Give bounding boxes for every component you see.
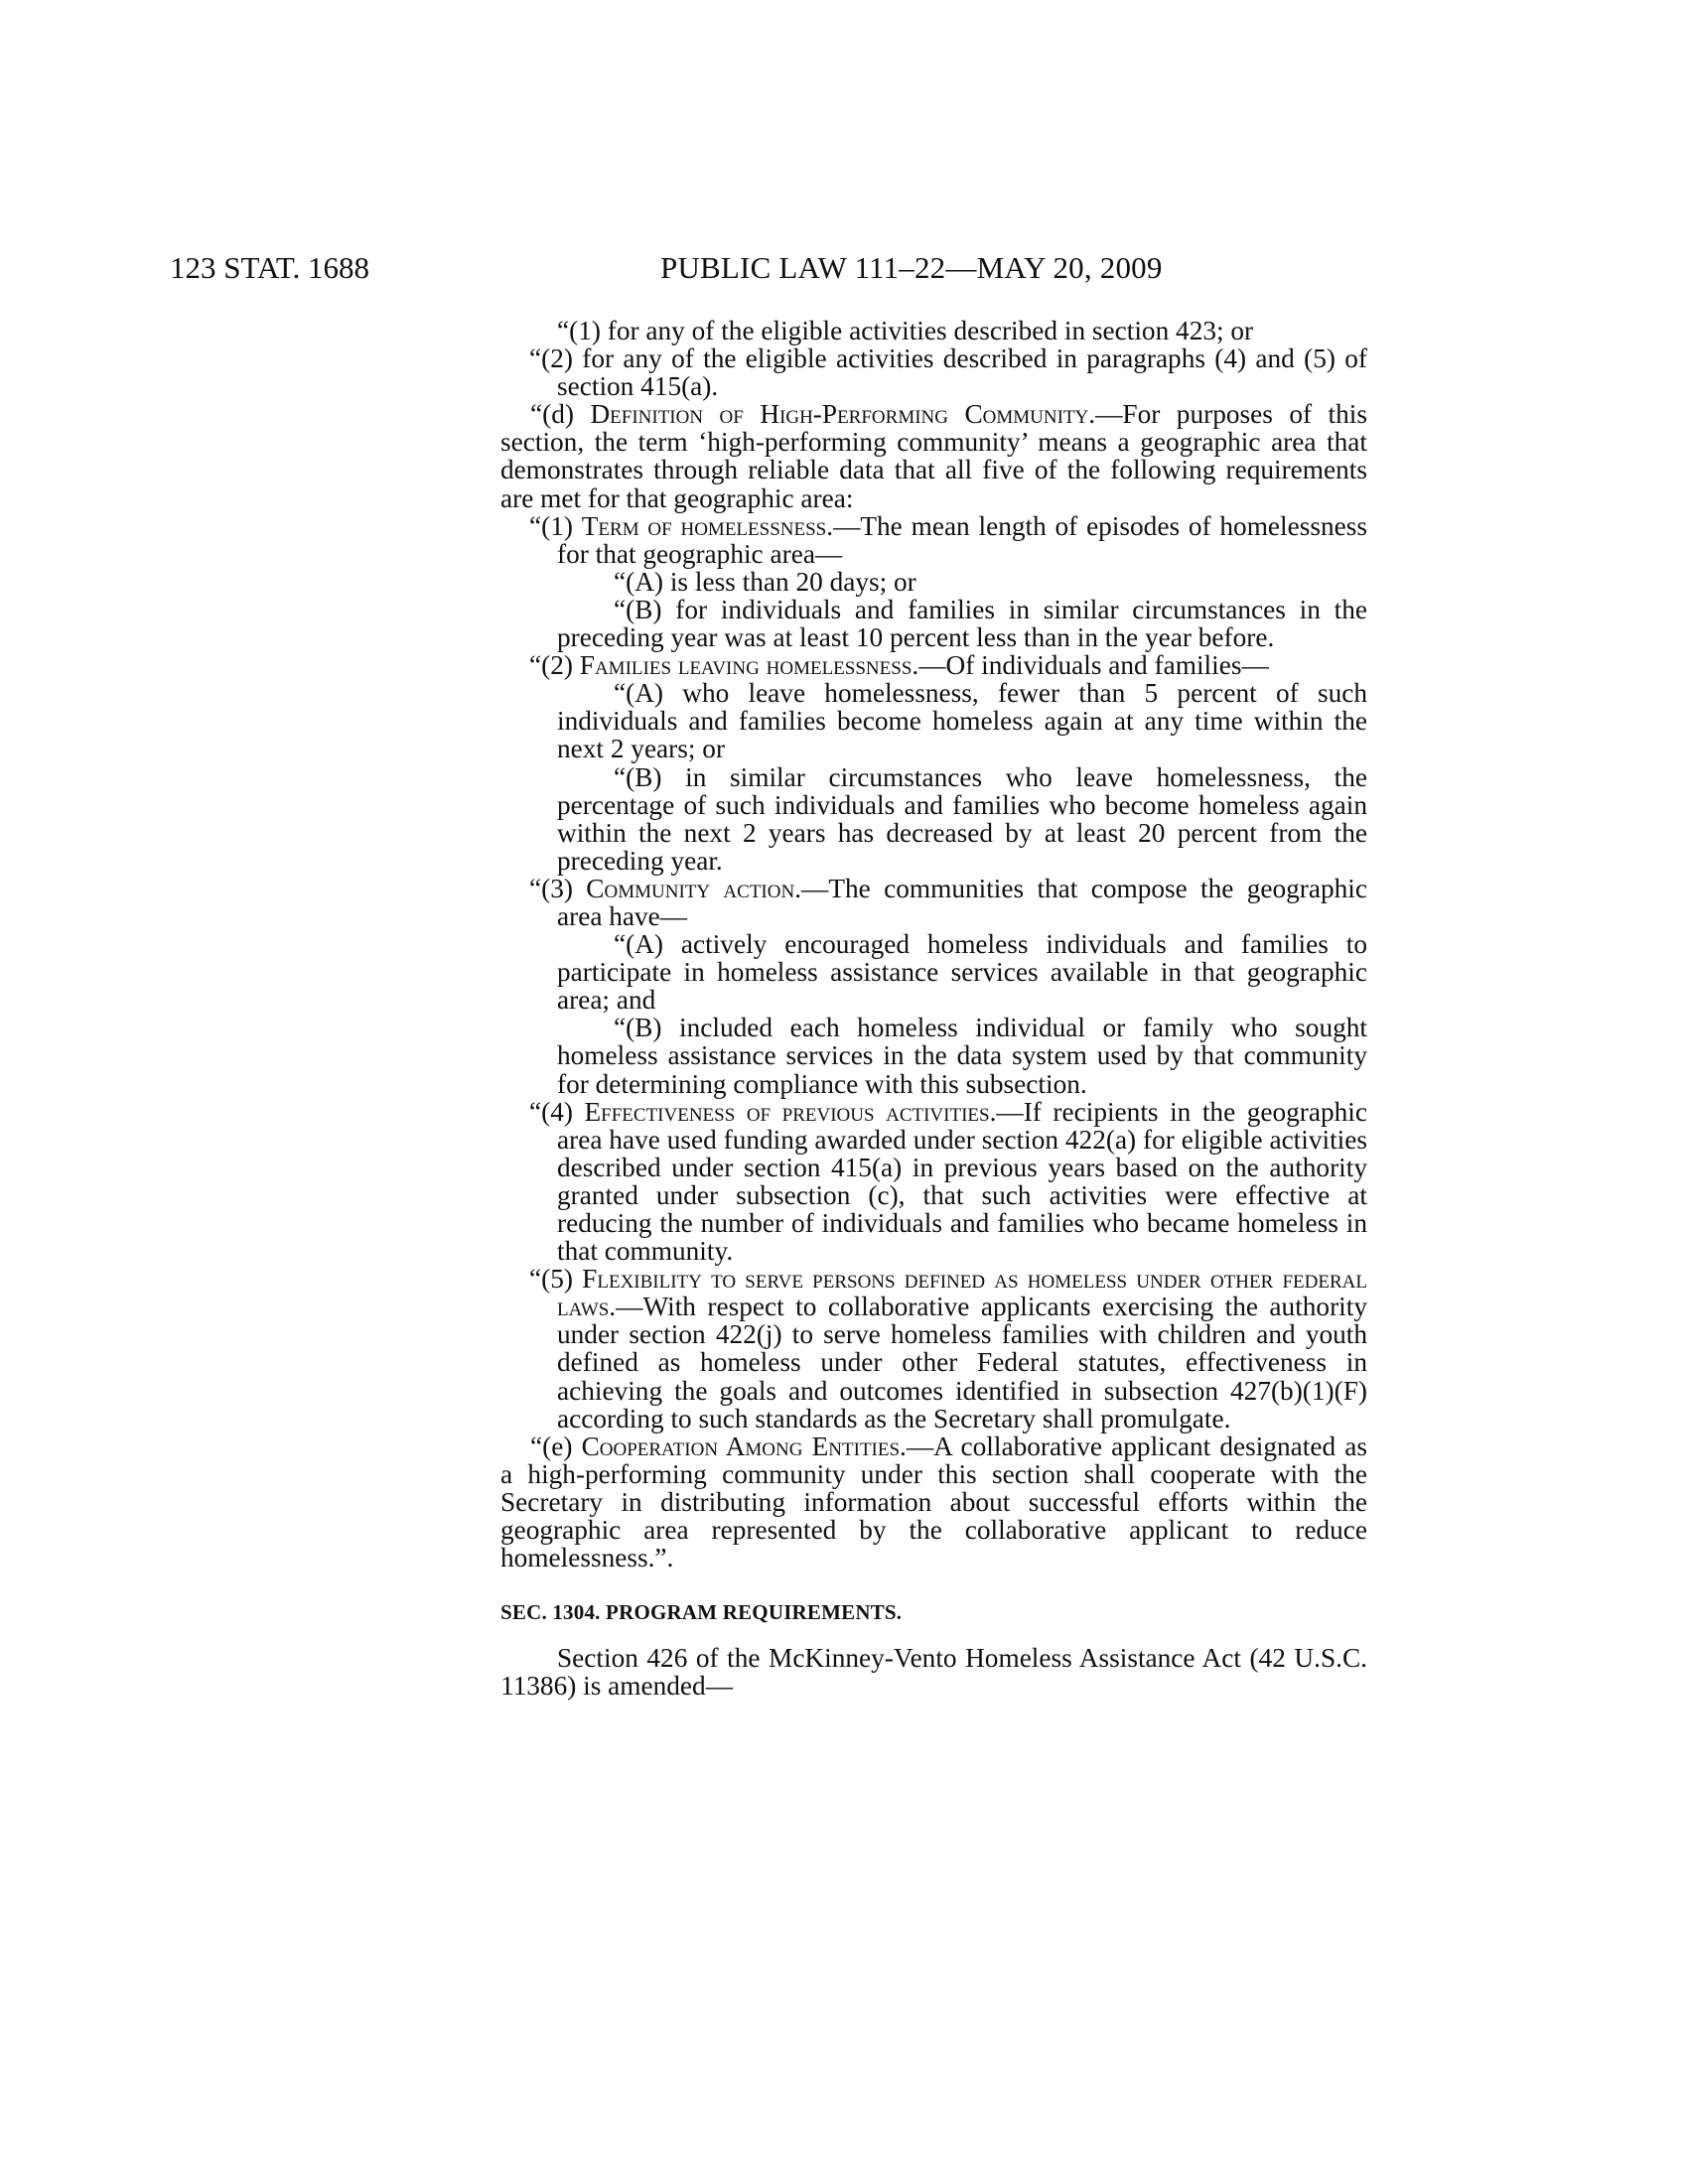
paragraph-d-3-text: —The communities that compose the geographic area have—: [557, 873, 1368, 931]
subparagraph-d-3-b: “(B) included each homeless individual or family who sought homeless assistance services in the data system used by that community for determining compliance with this subsection.: [557, 1013, 1367, 1099]
subsection-e-prefix: “(e): [530, 1431, 582, 1461]
section-1304-text: Section 426 of the McKinney-Vento Homeless Assistance Act (42 U.S.C. 11386) is amended—: [500, 1643, 1367, 1702]
subsection-e-heading: Cooperation Among Entities.: [581, 1431, 907, 1461]
paragraph-d-4-prefix: “(4): [529, 1096, 585, 1127]
statute-body: [500, 317, 1367, 1700]
paragraph-d-4: [500, 1098, 1367, 1266]
paragraph-d-1: [500, 512, 1367, 568]
subsection-d-prefix: “(d): [530, 399, 591, 430]
subsection-c-paragraph-2: “(2) for any of the eligible activities described in paragraphs (4) and (5) of section 415(a).: [529, 343, 1367, 402]
paragraph-d-1-heading: Term of homelessness.: [581, 510, 834, 541]
paragraph-d-5-text: —With respect to collaborative applicants exercising the authority under section 422(j) to serve homeless families with children and youth defined as homeless under other Federal statutes, effectiveness in achieving the goals and outcomes identified in subsection 427(b)(1)(F) according to such standards as the Secretary shall promulgate.: [557, 1292, 1367, 1433]
page-header: [0, 248, 1688, 288]
subsection-e: [500, 1433, 1367, 1571]
paragraph-d-3-heading: Community action.: [586, 873, 802, 903]
paragraph-d-3: [500, 875, 1367, 930]
paragraph-d-4-heading: Effectiveness of previous activities.: [584, 1096, 997, 1127]
subsection-e-text: —A collaborative applicant designated as a high-performing community under this section shall cooperate with the Secretary in distributing information about successful efforts within the geographic area represented by the collaborative applicant to reduce homelessness.”.: [500, 1431, 1367, 1573]
paragraph-d-5-heading: Flexibility to serve persons defined as homeless under other federal laws.: [557, 1264, 1367, 1322]
subparagraph-d-3-a: “(A) actively encouraged homeless individuals and families to participate in homeless assistance services available in that geographic area; and: [557, 929, 1367, 1016]
paragraph-d-2-heading: Families leaving homelessness.: [579, 650, 919, 681]
subparagraph-d-1-a: “(A) is less than 20 days; or: [614, 566, 916, 597]
subparagraph-d-2-a: “(A) who leave homelessness, fewer than 5 percent of such individuals and families become homeless again at any time within the next 2 years; or: [557, 678, 1367, 764]
paragraph-d-1-prefix: “(1): [529, 510, 582, 541]
subsection-d: [500, 400, 1367, 511]
paragraph-d-2-text: —Of individuals and families—: [918, 650, 1269, 681]
stat-reference: 123 STAT. 1688: [170, 250, 370, 285]
subsection-c-paragraph-1: “(1) for any of the eligible activities described in section 423; or: [557, 316, 1254, 345]
paragraph-d-3-prefix: “(3): [529, 873, 587, 903]
paragraph-d-4-text: —If recipients in the geographic area have used funding awarded under section 422(a) for eligible activities described under section 415(a) in previous years based on the authority granted under subsection (c), that such activities were effective at reducing the number of individuals and families who became homeless in that community.: [557, 1096, 1367, 1267]
paragraph-d-2-prefix: “(2): [529, 650, 580, 681]
paragraph-d-2: [500, 651, 1367, 679]
paragraph-d-1-text: —The mean length of episodes of homelessness for that geographic area—: [557, 510, 1368, 569]
section-1304-heading: SEC. 1304. PROGRAM REQUIREMENTS.: [500, 1600, 903, 1625]
subparagraph-d-2-b: “(B) in similar circumstances who leave homelessness, the percentage of such individuals and families who become homeless again within the next 2 years has decreased by at least 20 percent from the preceding year.: [557, 761, 1367, 876]
subsection-d-text: —For purposes of this section, the term ‘high-performing community’ means a geographic area that demonstrates through reliable data that all five of the following requirements are met for that geographic area:: [500, 399, 1367, 513]
subparagraph-d-1-b: “(B) for individuals and families in similar circumstances in the preceding year was at least 10 percent less than in the year before.: [557, 594, 1367, 653]
subsection-d-heading: Definition of High-Performing Community.: [590, 399, 1096, 430]
law-title: PUBLIC LAW 111–22—MAY 20, 2009: [660, 250, 1163, 285]
paragraph-d-5-prefix: “(5): [529, 1264, 583, 1295]
paragraph-d-5: [500, 1265, 1367, 1433]
